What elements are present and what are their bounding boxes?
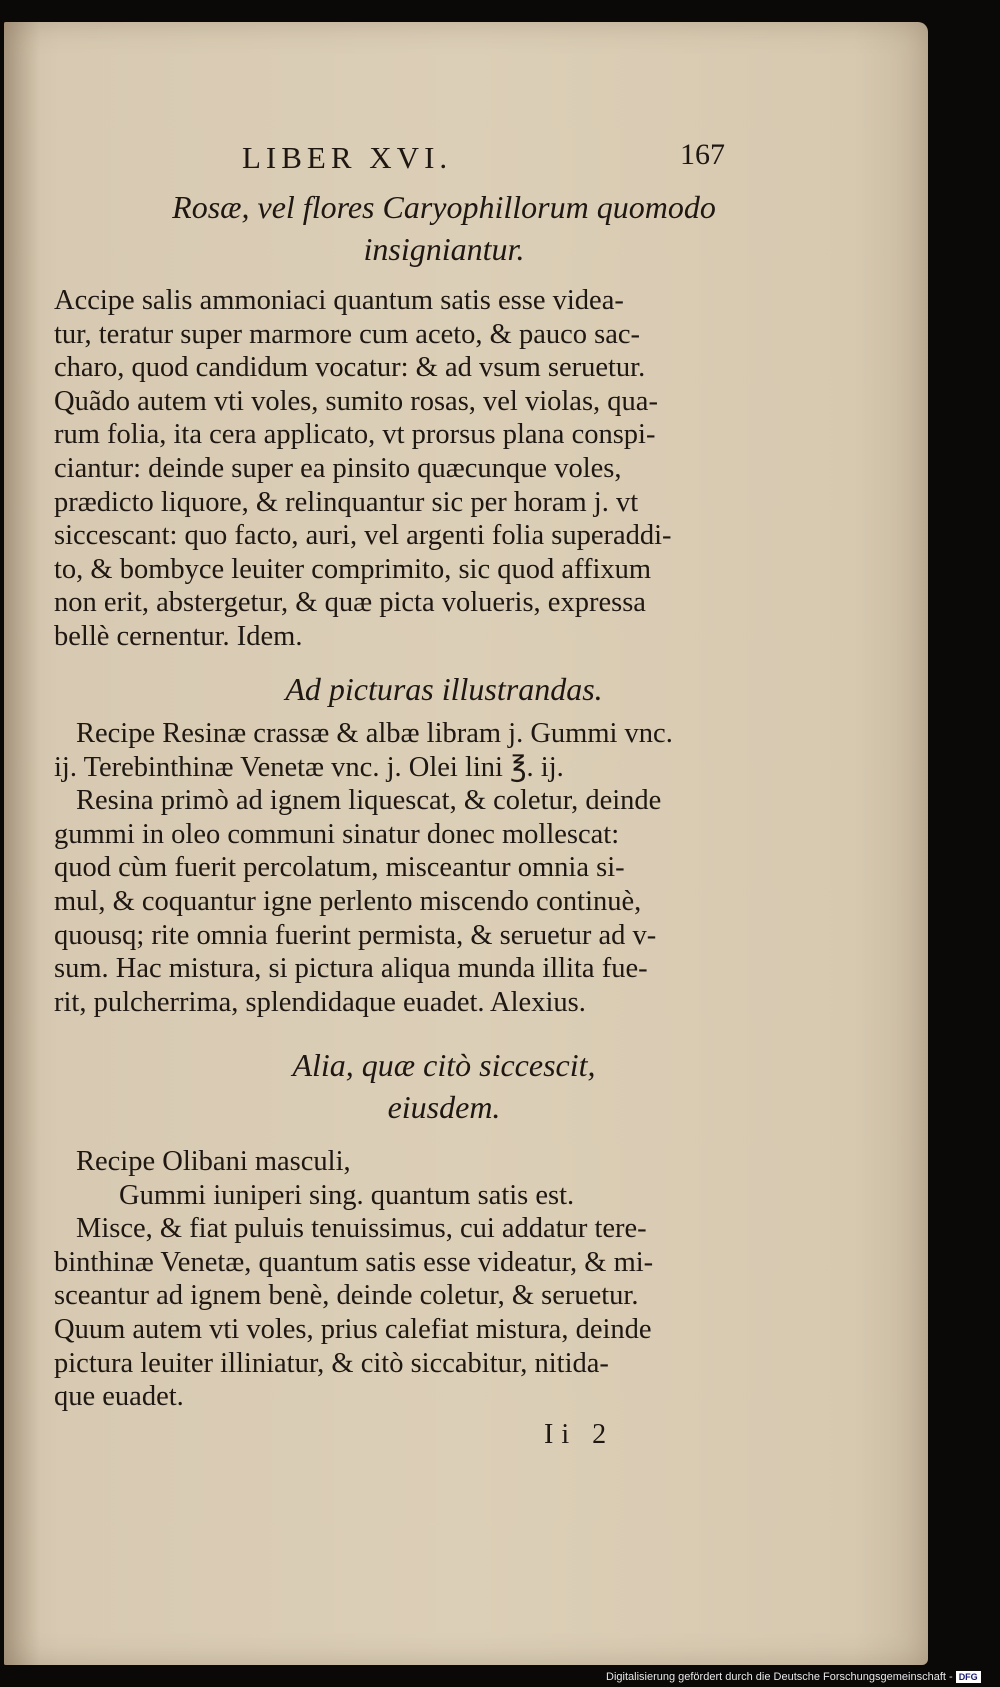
text-line: binthinæ Venetæ, quantum satis esse videatur, & mi- bbox=[54, 1246, 654, 1278]
text-line: rum folia, ita cera applicato, vt prorsus plana conspi- bbox=[54, 419, 656, 451]
heading-line: Alia, quæ citò siccescit, bbox=[292, 1047, 596, 1083]
text-line: Recipe Resinæ crassæ & albæ libram j. Gummi vnc. bbox=[76, 718, 673, 749]
text-line: Gummi iuniperi sing. quantum satis est. bbox=[119, 1179, 575, 1211]
text-line: mul, & coquantur igne perlento miscendo continuè, bbox=[54, 885, 642, 917]
heading-line: eiusdem. bbox=[387, 1089, 501, 1125]
text-line: sceantur ad ignem benè, deinde coletur, & seruetur. bbox=[54, 1280, 639, 1312]
text-line: pictura leuiter illiniatur, & citò siccabitur, nitida- bbox=[54, 1347, 609, 1379]
section-heading-picturas bbox=[64, 668, 824, 710]
book-page bbox=[4, 22, 928, 1665]
page-number: 167 bbox=[680, 138, 725, 171]
text-line: Resina primò ad ignem liquescat, & coletur, deinde bbox=[76, 785, 662, 817]
digitization-footer bbox=[606, 1671, 981, 1683]
paragraph-alia bbox=[54, 1145, 749, 1414]
paragraph-rosae bbox=[54, 284, 749, 654]
text-line: sum. Hac mistura, si pictura aliqua munda illita fue- bbox=[54, 953, 648, 985]
text-line: Misce, & fiat puluis tenuissimus, cui addatur tere- bbox=[76, 1213, 647, 1245]
text-line: Accipe salis ammoniaci quantum satis esse videa- bbox=[54, 285, 624, 316]
text-line: rit, pulcherrima, splendidaque euadet. Alexius. bbox=[54, 986, 586, 1018]
dfg-logo-icon: DFG bbox=[956, 1671, 981, 1683]
text-line: quod cùm fuerit percolatum, misceantur omnia si- bbox=[54, 852, 625, 884]
running-title: LIBER XVI. bbox=[242, 140, 453, 175]
section-heading-alia bbox=[64, 1044, 824, 1128]
text-line: prædicto liquore, & relinquantur sic per horam j. vt bbox=[54, 486, 639, 518]
text-line: to, & bombyce leuiter comprimito, sic quod affixum bbox=[54, 553, 652, 585]
heading-line: Ad picturas illustrandas. bbox=[285, 671, 603, 707]
heading-line: Rosæ, vel flores Caryophillorum quomodo bbox=[172, 189, 716, 225]
signature-mark: Ii 2 bbox=[544, 1419, 615, 1450]
text-line: non erit, abstergetur, & quæ picta volueris, expressa bbox=[54, 587, 646, 619]
section-heading-rosae bbox=[64, 186, 824, 270]
text-line: Quãdo autem vti voles, sumito rosas, vel violas, qua- bbox=[54, 385, 658, 417]
text-line: quousq; rite omnia fuerint permista, & seruetur ad v- bbox=[54, 919, 657, 951]
text-line: ciantur: deinde super ea pinsito quæcunque voles, bbox=[54, 452, 622, 484]
text-line: Quum autem vti voles, prius calefiat mistura, deinde bbox=[54, 1313, 652, 1345]
text-line: tur, teratur super marmore cum aceto, & pauco sac- bbox=[54, 318, 641, 350]
text-line: que euadet. bbox=[54, 1381, 184, 1413]
text-line: charo, quod candidum vocatur: & ad vsum seruetur. bbox=[54, 352, 646, 384]
text-line: bellè cernentur. Idem. bbox=[54, 620, 303, 652]
text-line: gummi in oleo communi sinatur donec mollescat: bbox=[54, 818, 620, 850]
heading-line: insigniantur. bbox=[363, 231, 525, 267]
text-line: Recipe Olibani masculi, bbox=[76, 1146, 351, 1177]
footer-text: Digitalisierung gefördert durch die Deutsche Forschungsgemeinschaft - bbox=[606, 1671, 953, 1683]
paragraph-picturas bbox=[54, 717, 749, 1019]
text-line: ij. Terebinthinæ Venetæ vnc. j. Olei lini ℥. ij. bbox=[54, 751, 564, 783]
text-line: siccescant: quo facto, auri, vel argenti folia superaddi- bbox=[54, 520, 672, 552]
